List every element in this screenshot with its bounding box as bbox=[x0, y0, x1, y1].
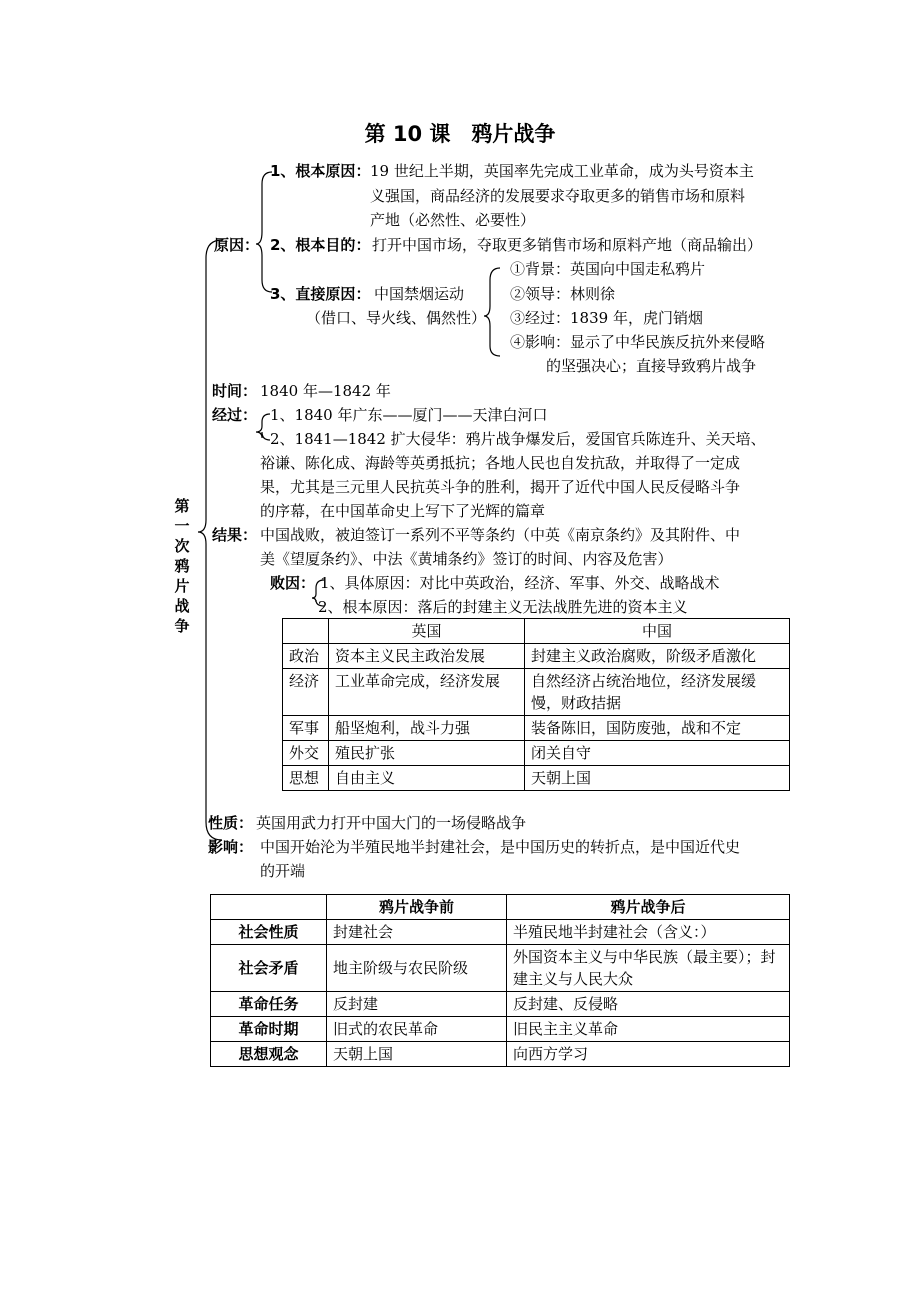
table-header-cell: 鸦片战争后 bbox=[507, 895, 790, 920]
root-cause-line-1: 19 世纪上半期，英国率先完成工业革命，成为头号资本主 bbox=[370, 162, 754, 180]
process-item-1: 1、1840 年广东——厦门——天津白河口 bbox=[270, 406, 548, 424]
table-cell: 自由主义 bbox=[329, 766, 525, 791]
table-row bbox=[211, 992, 790, 1017]
direct-item-2: ②领导：林则徐 bbox=[510, 285, 616, 303]
time-text: 1840 年—1842 年 bbox=[260, 382, 391, 400]
defeat-reason-2: 2、根本原因：落后的封建主义无法战胜先进的资本主义 bbox=[318, 598, 688, 616]
nature-text: 英国用武力打开中国大门的一场侵略战争 bbox=[256, 814, 527, 832]
table-header-cell bbox=[211, 895, 327, 920]
table-cell: 资本主义民主政治发展 bbox=[329, 644, 525, 669]
table-cell: 自然经济占统治地位，经济发展缓慢，财政拮据 bbox=[525, 669, 790, 716]
table-cell: 半殖民地半封建社会（含义：） bbox=[507, 920, 790, 945]
direct-cause-label: 3、直接原因： bbox=[270, 285, 371, 303]
table-cell: 政治 bbox=[283, 644, 329, 669]
table-cell: 思想 bbox=[283, 766, 329, 791]
table-cell: 天朝上国 bbox=[327, 1042, 507, 1067]
table-row bbox=[283, 766, 790, 791]
table-row bbox=[283, 644, 790, 669]
table-cell: 旧式的农民革命 bbox=[327, 1017, 507, 1042]
table-row-label: 思想观念 bbox=[211, 1042, 327, 1067]
table-row bbox=[283, 669, 790, 716]
defeat-label: 败因： bbox=[270, 574, 316, 592]
table-cell: 反封建 bbox=[327, 992, 507, 1017]
process-label: 经过： bbox=[212, 406, 258, 424]
table-cell: 殖民扩张 bbox=[329, 741, 525, 766]
influence-line-1: 中国开始沦为半殖民地半封建社会，是中国历史的转折点，是中国近代史 bbox=[260, 838, 741, 856]
causes-label: 原因： bbox=[214, 236, 260, 254]
table-cell: 工业革命完成，经济发展 bbox=[329, 669, 525, 716]
table-header-row bbox=[211, 895, 790, 920]
root-cause-line-2: 义强国，商品经济的发展要求夺取更多的销售市场和原料 bbox=[370, 187, 746, 205]
defeat-reason-1: 1、具体原因：对比中英政治，经济、军事、外交、战略战术 bbox=[320, 574, 720, 592]
table-cell: 船坚炮利，战斗力强 bbox=[329, 716, 525, 741]
table-header-cell bbox=[283, 619, 329, 644]
root-cause-label: 1、根本原因： bbox=[270, 162, 371, 180]
direct-cause-note: （借口、导火线、偶然性） bbox=[306, 309, 487, 327]
comparison-table bbox=[282, 618, 790, 791]
table-row bbox=[283, 741, 790, 766]
table-cell: 经济 bbox=[283, 669, 329, 716]
table-header-row bbox=[283, 619, 790, 644]
process-item-2-line-3: 果，尤其是三元里人民抗英斗争的胜利，揭开了近代中国人民反侵略斗争 bbox=[260, 478, 741, 496]
direct-item-1: ①背景：英国向中国走私鸦片 bbox=[510, 260, 706, 278]
table-cell: 装备陈旧，国防废弛，战和不定 bbox=[525, 716, 790, 741]
direct-item-3: ③经过：1839 年，虎门销烟 bbox=[510, 309, 703, 327]
table-cell: 向西方学习 bbox=[507, 1042, 790, 1067]
table-row bbox=[211, 945, 790, 992]
direct-item-4-cont: 的坚强决心；直接导致鸦片战争 bbox=[546, 357, 757, 375]
table-row bbox=[211, 920, 790, 945]
table-row-label: 革命任务 bbox=[211, 992, 327, 1017]
table-header-cell: 鸦片战争前 bbox=[327, 895, 507, 920]
nature-label: 性质： bbox=[208, 814, 254, 832]
process-item-2-line-1: 2、1841—1842 扩大侵华：鸦片战争爆发后，爱国官兵陈连升、关天培、 bbox=[270, 430, 766, 448]
influence-line-2: 的开端 bbox=[260, 862, 306, 880]
root-goal-label: 2、根本目的： bbox=[270, 236, 371, 254]
side-label: 第一次鸦片战争 bbox=[174, 497, 190, 635]
table-row-label: 社会性质 bbox=[211, 920, 327, 945]
table-row-label: 革命时期 bbox=[211, 1017, 327, 1042]
process-item-2-line-2: 裕谦、陈化成、海龄等英勇抵抗；各地人民也自发抗敌，并取得了一定成 bbox=[260, 454, 741, 472]
table-row bbox=[211, 1042, 790, 1067]
table-cell: 天朝上国 bbox=[525, 766, 790, 791]
table-cell: 封建主义政治腐败，阶级矛盾激化 bbox=[525, 644, 790, 669]
root-cause-line-3: 产地（必然性、必要性） bbox=[370, 211, 536, 229]
table-cell: 外交 bbox=[283, 741, 329, 766]
table-row-label: 社会矛盾 bbox=[211, 945, 327, 992]
direct-item-4: ④影响：显示了中华民族反抗外来侵略 bbox=[510, 333, 766, 351]
table-header-cell: 中国 bbox=[525, 619, 790, 644]
result-label: 结果： bbox=[212, 526, 258, 544]
result-line-1: 中国战败，被迫签订一系列不平等条约（中英《南京条约》及其附件、中 bbox=[260, 526, 741, 544]
time-label: 时间： bbox=[212, 382, 258, 400]
process-item-2-line-4: 的序幕，在中国革命史上写下了光辉的篇章 bbox=[260, 502, 546, 520]
result-line-2: 美《望厦条约》、中法《黄埔条约》签订的时间、内容及危害） bbox=[260, 550, 673, 568]
page-title: 第 10 课 鸦片战争 bbox=[364, 122, 556, 146]
table-cell: 反封建、反侵略 bbox=[507, 992, 790, 1017]
before-after-table bbox=[210, 894, 790, 1067]
direct-cause-text: 中国禁烟运动 bbox=[374, 285, 465, 303]
table-header-cell: 英国 bbox=[329, 619, 525, 644]
table-cell: 外国资本主义与中华民族（最主要）；封建主义与人民大众 bbox=[507, 945, 790, 992]
table-cell: 地主阶级与农民阶级 bbox=[327, 945, 507, 992]
influence-label: 影响： bbox=[208, 838, 254, 856]
table-cell: 闭关自守 bbox=[525, 741, 790, 766]
root-goal-text: 打开中国市场，夺取更多销售市场和原料产地（商品输出） bbox=[372, 236, 763, 254]
table-cell: 军事 bbox=[283, 716, 329, 741]
table-cell: 旧民主主义革命 bbox=[507, 1017, 790, 1042]
table-row bbox=[211, 1017, 790, 1042]
table-row bbox=[283, 716, 790, 741]
table-cell: 封建社会 bbox=[327, 920, 507, 945]
